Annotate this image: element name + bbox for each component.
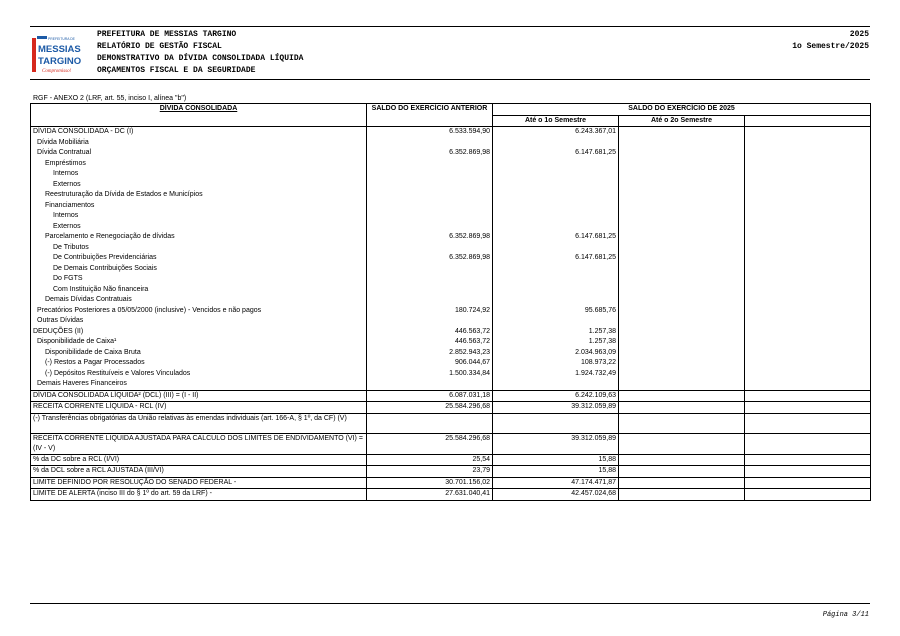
row-2nd-semester	[619, 454, 745, 466]
row-2nd-semester	[619, 358, 745, 369]
row-1st-semester: 15,88	[493, 454, 619, 466]
row-1st-semester	[493, 169, 619, 180]
table-row	[31, 379, 871, 390]
row-prev-balance	[367, 243, 493, 254]
table-row	[31, 454, 871, 466]
row-label: De Demais Contribuições Sociais	[31, 264, 367, 275]
row-prev-balance: 906.044,67	[367, 358, 493, 369]
row-2nd-semester	[619, 180, 745, 191]
row-1st-semester: 1.924.732,49	[493, 369, 619, 380]
row-2nd-semester	[619, 489, 745, 501]
row-extra	[745, 211, 871, 222]
row-extra	[745, 201, 871, 212]
row-2nd-semester	[619, 402, 745, 414]
row-label: LIMITE DE ALERTA (inciso III do § 1º do art. 59 da LRF) -	[31, 489, 367, 501]
header-line-3: DEMONSTRATIVO DA DÍVIDA CONSOLIDADA LÍQUIDA	[97, 54, 304, 63]
table-row	[31, 169, 871, 180]
row-extra	[745, 148, 871, 159]
row-2nd-semester	[619, 433, 745, 454]
row-label: DÍVIDA CONSOLIDADA LÍQUIDA² (DCL) (III) = (I - II)	[31, 390, 367, 402]
row-extra	[745, 433, 871, 454]
row-extra	[745, 180, 871, 191]
row-extra	[745, 285, 871, 296]
row-label: Com Instituição Não financeira	[31, 285, 367, 296]
row-label: LIMITE DEFINIDO POR RESOLUÇÃO DO SENADO FEDERAL -	[31, 477, 367, 489]
row-extra	[745, 295, 871, 306]
row-2nd-semester	[619, 306, 745, 317]
row-prev-balance: 27.631.040,41	[367, 489, 493, 501]
row-prev-balance	[367, 285, 493, 296]
row-1st-semester	[493, 159, 619, 170]
row-label: Externos	[31, 222, 367, 233]
table-row	[31, 243, 871, 254]
row-prev-balance: 2.852.943,23	[367, 348, 493, 359]
row-prev-balance: 1.500.334,84	[367, 369, 493, 380]
row-label: (-) Restos a Pagar Processados	[31, 358, 367, 369]
row-label: Externos	[31, 180, 367, 191]
row-prev-balance: 6.352.869,98	[367, 253, 493, 264]
row-label: Demais Haveres Financeiros	[31, 379, 367, 390]
row-label: Reestruturação da Dívida de Estados e Municípios	[31, 190, 367, 201]
row-prev-balance: 30.701.156,02	[367, 477, 493, 489]
row-label: Financiamentos	[31, 201, 367, 212]
row-1st-semester: 6.243.367,01	[493, 127, 619, 138]
row-2nd-semester	[619, 169, 745, 180]
row-extra	[745, 477, 871, 489]
page-number: Página 3/11	[822, 611, 869, 619]
table-row	[31, 222, 871, 233]
row-extra	[745, 253, 871, 264]
table-row	[31, 159, 871, 170]
row-extra	[745, 358, 871, 369]
row-label: Internos	[31, 211, 367, 222]
svg-text:MESSIAS: MESSIAS	[38, 44, 81, 55]
row-prev-balance: 6.533.594,90	[367, 127, 493, 138]
row-label: Disponibilidade de Caixa¹	[31, 337, 367, 348]
row-extra	[745, 264, 871, 275]
row-label: Internos	[31, 169, 367, 180]
row-label: RECEITA CORRENTE LIQUIDA AJUSTADA PARA CALCULO DOS LIMITES DE ENDIVIDAMENTO (VI) = (IV - V)	[31, 433, 367, 454]
svg-text:Compromisso!: Compromisso!	[42, 69, 72, 74]
row-2nd-semester	[619, 295, 745, 306]
header-top-rule	[30, 26, 870, 27]
row-2nd-semester	[619, 148, 745, 159]
row-2nd-semester	[619, 243, 745, 254]
row-extra	[745, 390, 871, 402]
row-2nd-semester	[619, 285, 745, 296]
row-prev-balance	[367, 201, 493, 212]
row-1st-semester	[493, 285, 619, 296]
row-extra	[745, 127, 871, 138]
row-2nd-semester	[619, 159, 745, 170]
row-extra	[745, 169, 871, 180]
table-row	[31, 402, 871, 414]
table-row	[31, 274, 871, 285]
row-1st-semester: 15,88	[493, 466, 619, 478]
table-row	[31, 295, 871, 306]
row-1st-semester	[493, 243, 619, 254]
row-1st-semester: 47.174.471,87	[493, 477, 619, 489]
table-row	[31, 190, 871, 201]
row-prev-balance: 25.584.296,68	[367, 402, 493, 414]
row-label: DÍVIDA CONSOLIDADA - DC (I)	[31, 127, 367, 138]
row-1st-semester	[493, 379, 619, 390]
table-row	[31, 211, 871, 222]
table-row	[31, 477, 871, 489]
row-1st-semester: 2.034.963,09	[493, 348, 619, 359]
table-row	[31, 390, 871, 402]
row-prev-balance: 6.352.869,98	[367, 148, 493, 159]
row-extra	[745, 232, 871, 243]
table-row	[31, 316, 871, 327]
svg-text:TARGINO: TARGINO	[38, 56, 82, 67]
row-2nd-semester	[619, 348, 745, 359]
row-prev-balance: 25,54	[367, 454, 493, 466]
col-header-debt: DÍVIDA CONSOLIDADA	[31, 104, 367, 116]
row-label: RECEITA CORRENTE LÍQUIDA - RCL (IV)	[31, 402, 367, 414]
col-header-1st-semester: Até o 1o Semestre	[493, 115, 619, 127]
table-row	[31, 369, 871, 380]
row-prev-balance	[367, 222, 493, 233]
row-prev-balance	[367, 413, 493, 433]
col-header-prev-balance: SALDO DO EXERCÍCIO ANTERIOR	[367, 104, 493, 116]
row-1st-semester: 95.685,76	[493, 306, 619, 317]
row-extra	[745, 306, 871, 317]
row-1st-semester	[493, 295, 619, 306]
table-row	[31, 433, 871, 454]
row-label: Parcelamento e Renegociação de dívidas	[31, 232, 367, 243]
row-2nd-semester	[619, 222, 745, 233]
row-2nd-semester	[619, 274, 745, 285]
row-2nd-semester	[619, 413, 745, 433]
row-label: Outras Dívidas	[31, 316, 367, 327]
row-extra	[745, 190, 871, 201]
row-prev-balance: 446.563,72	[367, 327, 493, 338]
row-2nd-semester	[619, 337, 745, 348]
row-prev-balance: 6.352.869,98	[367, 232, 493, 243]
row-1st-semester	[493, 274, 619, 285]
row-2nd-semester	[619, 327, 745, 338]
header-bottom-rule	[30, 79, 870, 80]
row-prev-balance: 25.584.296,68	[367, 433, 493, 454]
row-extra	[745, 159, 871, 170]
row-prev-balance	[367, 169, 493, 180]
row-label: De Tributos	[31, 243, 367, 254]
row-1st-semester: 6.242.109,63	[493, 390, 619, 402]
row-extra	[745, 222, 871, 233]
table-row	[31, 358, 871, 369]
row-1st-semester	[493, 138, 619, 149]
row-prev-balance: 180.724,92	[367, 306, 493, 317]
row-label: Do FGTS	[31, 274, 367, 285]
row-1st-semester: 39.312.059,89	[493, 402, 619, 414]
row-1st-semester	[493, 211, 619, 222]
table-header-row	[31, 104, 871, 116]
table-row	[31, 201, 871, 212]
row-label: % da DCL sobre a RCL AJUSTADA (III/VI)	[31, 466, 367, 478]
row-1st-semester: 6.147.681,25	[493, 253, 619, 264]
row-1st-semester: 39.312.059,89	[493, 433, 619, 454]
row-2nd-semester	[619, 127, 745, 138]
table-row	[31, 327, 871, 338]
row-1st-semester: 1.257,38	[493, 327, 619, 338]
row-prev-balance	[367, 190, 493, 201]
row-1st-semester	[493, 264, 619, 275]
municipality-logo	[32, 34, 82, 76]
table-row	[31, 466, 871, 478]
row-1st-semester: 6.147.681,25	[493, 232, 619, 243]
row-1st-semester	[493, 190, 619, 201]
row-extra	[745, 337, 871, 348]
row-extra	[745, 489, 871, 501]
row-2nd-semester	[619, 211, 745, 222]
table-row	[31, 148, 871, 159]
row-label: Dívida Mobiliária	[31, 138, 367, 149]
row-extra	[745, 413, 871, 433]
row-prev-balance	[367, 295, 493, 306]
row-prev-balance	[367, 211, 493, 222]
row-prev-balance: 446.563,72	[367, 337, 493, 348]
header-line-1: PREFEITURA DE MESSIAS TARGINO	[97, 30, 237, 39]
row-2nd-semester	[619, 190, 745, 201]
row-prev-balance	[367, 180, 493, 191]
table-subheader-row	[31, 115, 871, 127]
row-2nd-semester	[619, 466, 745, 478]
row-extra	[745, 348, 871, 359]
row-prev-balance	[367, 316, 493, 327]
row-extra	[745, 243, 871, 254]
col-header-2025-balance: SALDO DO EXERCÍCIO DE 2025	[493, 104, 871, 116]
table-row	[31, 180, 871, 191]
footer-rule	[30, 603, 870, 604]
row-1st-semester	[493, 201, 619, 212]
row-extra	[745, 316, 871, 327]
table-row	[31, 348, 871, 359]
table-row	[31, 489, 871, 501]
row-1st-semester: 108.973,22	[493, 358, 619, 369]
row-extra	[745, 466, 871, 478]
row-label: Empréstimos	[31, 159, 367, 170]
table-row	[31, 264, 871, 275]
header-period: 1o Semestre/2025	[792, 42, 869, 51]
row-2nd-semester	[619, 201, 745, 212]
table-row	[31, 337, 871, 348]
header-line-4: ORÇAMENTOS FISCAL E DA SEGURIDADE	[97, 66, 256, 75]
row-label: (-) Transferências obrigatórias da União relativas às emendas individuais (art. 166-A, § 1º, da CF) (V)	[31, 413, 367, 433]
header-line-2: RELATÓRIO DE GESTÃO FISCAL	[97, 42, 222, 51]
row-prev-balance: 23,79	[367, 466, 493, 478]
table-row	[31, 253, 871, 264]
row-extra	[745, 379, 871, 390]
table-row	[31, 413, 871, 433]
row-1st-semester	[493, 316, 619, 327]
row-2nd-semester	[619, 232, 745, 243]
header-year: 2025	[849, 30, 869, 39]
row-label: De Contribuições Previdenciárias	[31, 253, 367, 264]
row-extra	[745, 369, 871, 380]
row-extra	[745, 402, 871, 414]
row-1st-semester	[493, 222, 619, 233]
row-prev-balance	[367, 274, 493, 285]
col-header-2nd-semester: Até o 2o Semestre	[619, 115, 745, 127]
row-2nd-semester	[619, 477, 745, 489]
row-1st-semester: 42.457.024,68	[493, 489, 619, 501]
table-row	[31, 285, 871, 296]
row-2nd-semester	[619, 138, 745, 149]
row-1st-semester: 1.257,38	[493, 337, 619, 348]
row-label: Dívida Contratual	[31, 148, 367, 159]
table-row	[31, 138, 871, 149]
row-1st-semester	[493, 180, 619, 191]
row-prev-balance	[367, 379, 493, 390]
row-extra	[745, 138, 871, 149]
table-row	[31, 306, 871, 317]
report-header	[0, 0, 900, 80]
row-prev-balance	[367, 138, 493, 149]
row-label: DEDUÇÕES (II)	[31, 327, 367, 338]
table-row	[31, 232, 871, 243]
row-label: % da DC sobre a RCL (I/VI)	[31, 454, 367, 466]
annex-title: RGF - ANEXO 2 (LRF, art. 55, inciso I, alínea "b")	[33, 95, 187, 102]
row-prev-balance	[367, 264, 493, 275]
row-extra	[745, 454, 871, 466]
row-prev-balance	[367, 159, 493, 170]
row-2nd-semester	[619, 390, 745, 402]
row-label: Demais Dívidas Contratuais	[31, 295, 367, 306]
row-1st-semester: 6.147.681,25	[493, 148, 619, 159]
row-prev-balance: 6.087.031,18	[367, 390, 493, 402]
row-1st-semester	[493, 413, 619, 433]
row-2nd-semester	[619, 264, 745, 275]
row-label: (-) Depósitos Restituíveis e Valores Vinculados	[31, 369, 367, 380]
row-label: Precatórios Posteriores a 05/05/2000 (inclusive) - Vencidos e não pagos	[31, 306, 367, 317]
row-extra	[745, 274, 871, 285]
debt-table	[30, 103, 871, 501]
row-2nd-semester	[619, 369, 745, 380]
row-2nd-semester	[619, 316, 745, 327]
row-2nd-semester	[619, 379, 745, 390]
row-label: Disponibilidade de Caixa Bruta	[31, 348, 367, 359]
table-row	[31, 127, 871, 138]
row-2nd-semester	[619, 253, 745, 264]
svg-text:PREFEITURA DE: PREFEITURA DE	[48, 37, 75, 41]
row-extra	[745, 327, 871, 338]
